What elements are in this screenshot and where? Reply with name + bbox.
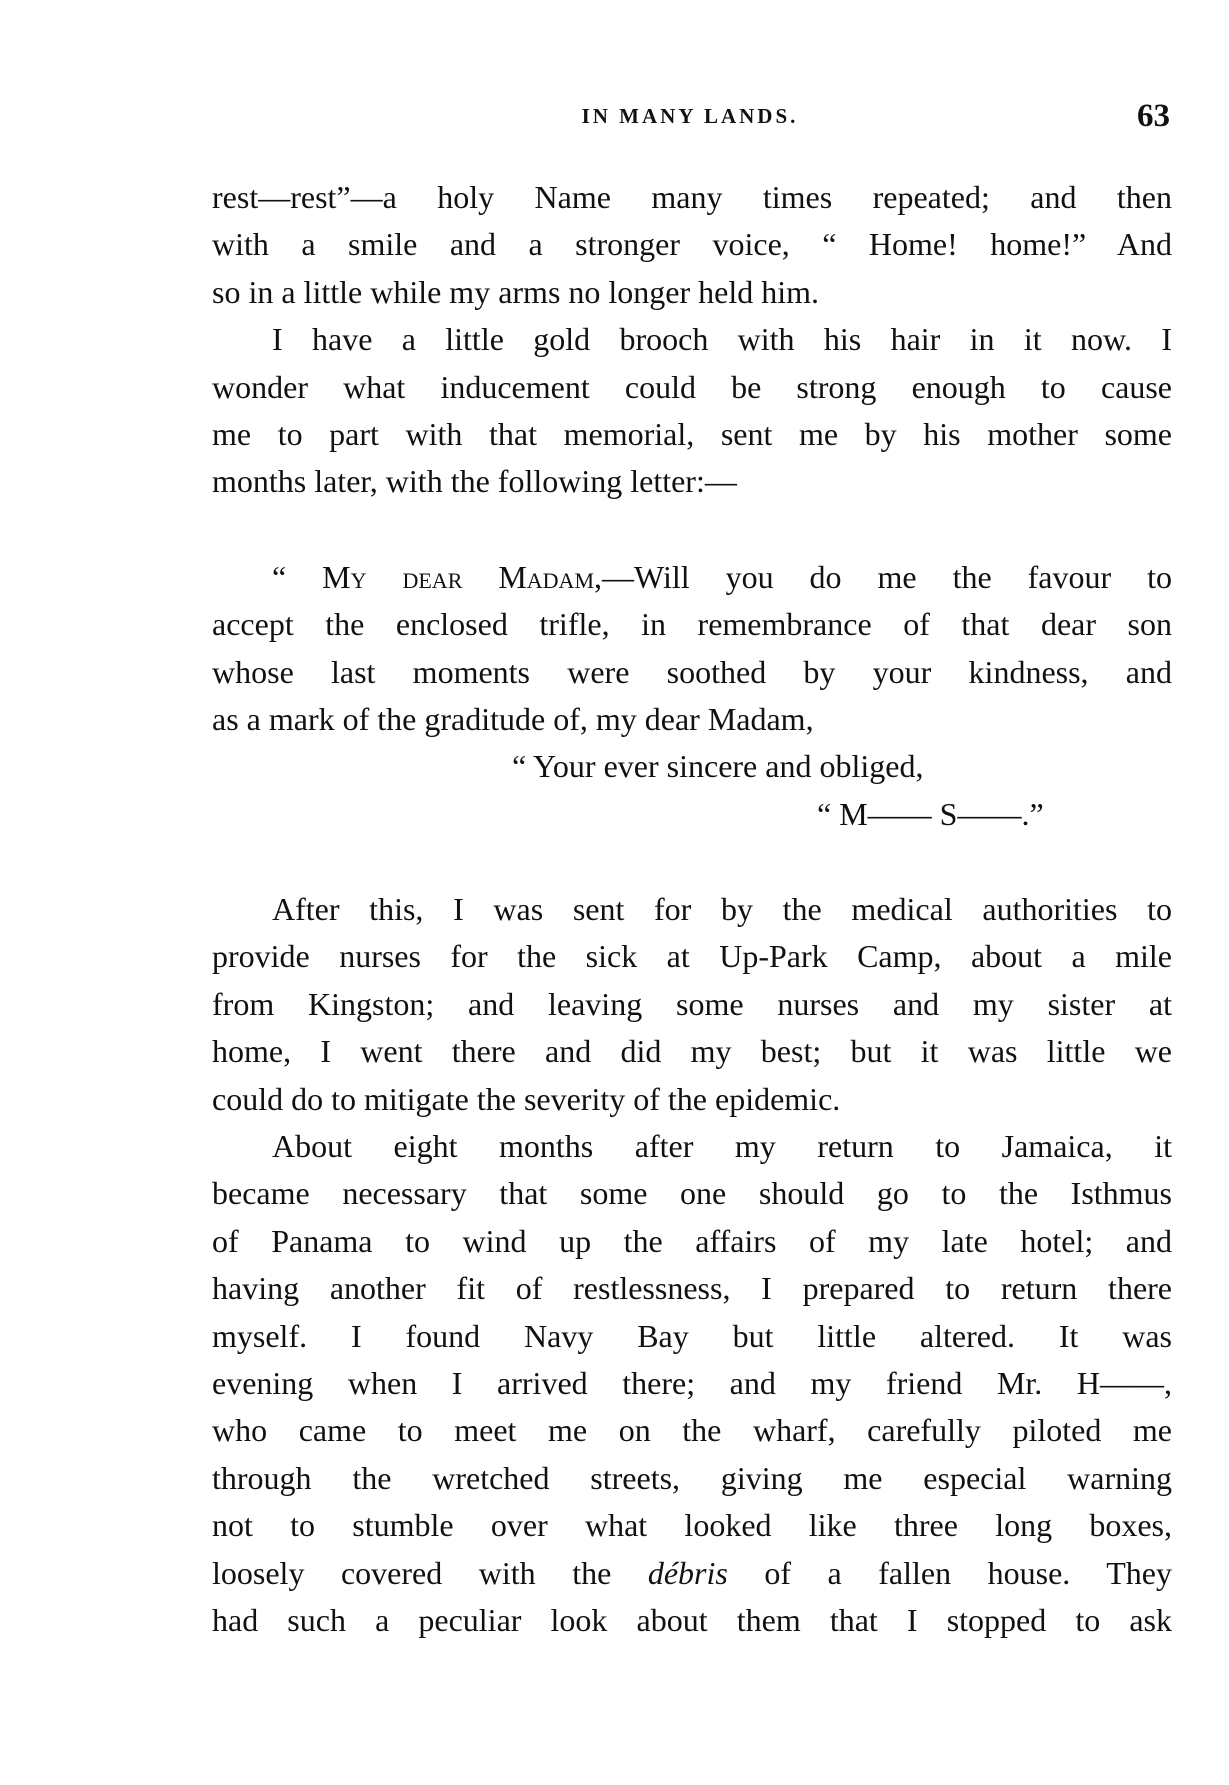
text-line: evening when I arrived there; and my friend Mr. H——, bbox=[212, 1364, 1172, 1401]
text-line: About eight months after my return to Jamaica, it bbox=[272, 1128, 1172, 1165]
text-line: as a mark of the graditude of, my dear Madam, bbox=[212, 700, 814, 737]
text-line: whose last moments were soothed by your kindness, and bbox=[212, 653, 1172, 690]
text-line: became necessary that some one should go to the Isthmus bbox=[212, 1175, 1172, 1212]
text-line: had such a peculiar look about them that I stopped to ask bbox=[212, 1601, 1172, 1638]
running-title: IN MANY LANDS. bbox=[581, 104, 799, 128]
text-line: not to stumble over what looked like three long boxes, bbox=[212, 1507, 1172, 1544]
text-segment: loosely covered with the bbox=[212, 1554, 648, 1591]
page-header bbox=[210, 98, 1170, 142]
italic-term: débris bbox=[647, 1554, 728, 1591]
text-line: so in a little while my arms no longer held him. bbox=[212, 273, 820, 310]
text-line: could do to mitigate the severity of the epidemic. bbox=[212, 1080, 841, 1117]
text-line: through the wretched streets, giving me especial warning bbox=[212, 1459, 1172, 1496]
paragraph-3 bbox=[212, 886, 1172, 1123]
paragraph-4 bbox=[212, 1123, 1172, 1644]
text-line: wonder what inducement could be strong enough to cause bbox=[212, 368, 1172, 405]
text-line: provide nurses for the sick at Up-Park Camp, about a mile bbox=[212, 938, 1172, 975]
page-number: 63 bbox=[1137, 98, 1170, 134]
text-line: accept the enclosed trifle, in remembrance of that dear son bbox=[212, 606, 1172, 643]
quoted-letter bbox=[212, 554, 1172, 838]
letter-opening-line bbox=[212, 554, 1172, 601]
page-body bbox=[212, 174, 1172, 1644]
paragraph-2 bbox=[212, 316, 1172, 506]
section-gap bbox=[212, 506, 1172, 554]
text-line: of Panama to wind up the affairs of my late hotel; and bbox=[212, 1222, 1172, 1259]
text-line: After this, I was sent for by the medical authorities to bbox=[272, 891, 1172, 928]
text-line: who came to meet me on the wharf, carefully piloted me bbox=[212, 1412, 1172, 1449]
letter-closing: “ Your ever sincere and obliged, bbox=[512, 748, 924, 785]
text-line: me to part with that memorial, sent me by his mother some bbox=[212, 415, 1172, 452]
text-line: having another fit of restlessness, I prepared to return there bbox=[212, 1270, 1172, 1307]
text-line-with-italic bbox=[212, 1550, 1172, 1597]
text-line: with a smile and a stronger voice, “ Home! home!” And bbox=[212, 226, 1172, 263]
paragraph-1 bbox=[212, 174, 1172, 316]
section-gap bbox=[212, 838, 1172, 886]
letter-signature: “ M—— S——.” bbox=[817, 795, 1044, 832]
letter-salutation: “ My dear Madam, bbox=[272, 558, 603, 595]
text-segment: of a fallen house. They bbox=[727, 1554, 1172, 1591]
text-line: home, I went there and did my best; but it was little we bbox=[212, 1033, 1172, 1070]
text-line: myself. I found Navy Bay but little altered. It was bbox=[212, 1317, 1172, 1354]
letter-opening-text: —Will you do me the favour to bbox=[602, 558, 1173, 595]
text-line: months later, with the following letter:— bbox=[212, 463, 737, 500]
text-line: from Kingston; and leaving some nurses and my sister at bbox=[212, 985, 1172, 1022]
text-line: rest—rest”—a holy Name many times repeated; and then bbox=[212, 179, 1172, 215]
text-line: I have a little gold brooch with his hair in it now. I bbox=[272, 321, 1172, 358]
